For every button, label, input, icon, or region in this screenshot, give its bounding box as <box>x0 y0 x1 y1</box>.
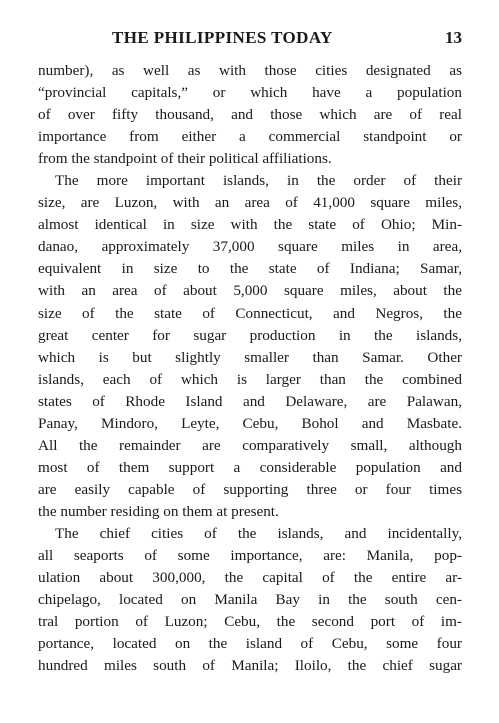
text-line: size of the state of Connecticut, and Negros, the <box>38 304 462 322</box>
text-line: which is but slightly smaller than Samar. Other <box>38 348 462 366</box>
text-line: importance from either a commercial standpoint or <box>38 128 462 146</box>
text-line: all seaports of some importance, are: Manila, pop- <box>38 547 462 565</box>
page-header <box>38 28 462 52</box>
paragraph-islands <box>38 170 462 523</box>
text-line: islands, each of which is larger than the combined <box>38 370 462 388</box>
text-line: great center for sugar production in the islands, <box>38 326 462 344</box>
text-line: Panay, Mindoro, Leyte, Cebu, Bohol and Masbate. <box>38 414 462 432</box>
text-line: almost identical in size with the state of Ohio; Min- <box>38 216 462 234</box>
text-line: from the standpoint of their political affiliations. <box>38 150 332 168</box>
text-line: hundred miles south of Manila; Iloilo, the chief sugar <box>38 657 462 675</box>
text-line: number), as well as with those cities designated as <box>38 62 462 79</box>
text-line: The more important islands, in the order of their <box>55 172 462 190</box>
text-line: portance, located on the island of Cebu, some four <box>38 635 462 653</box>
paragraph-continuation <box>38 60 462 170</box>
page-number: 13 <box>445 28 462 47</box>
text-line: equivalent in size to the state of Indiana; Samar, <box>38 260 462 278</box>
text-line: “provincial capitals,” or which have a population <box>38 84 462 102</box>
paragraph-cities <box>38 523 462 677</box>
text-line: the number residing on them at present. <box>38 502 279 520</box>
text-line: danao, approximately 37,000 square miles in area, <box>38 238 462 256</box>
running-title: THE PHILIPPINES TODAY <box>112 28 333 47</box>
text-line: of over fifty thousand, and those which are of real <box>38 106 462 124</box>
body-text <box>38 60 462 677</box>
text-line: most of them support a considerable population and <box>38 458 462 476</box>
text-line: with an area of about 5,000 square miles, about the <box>38 282 462 300</box>
text-line: tral portion of Luzon; Cebu, the second port of im- <box>38 613 462 631</box>
text-line: are easily capable of supporting three or four times <box>38 480 462 498</box>
text-line: size, are Luzon, with an area of 41,000 square miles, <box>38 194 462 212</box>
text-line: chipelago, located on Manila Bay in the south cen- <box>38 591 462 609</box>
text-line: The chief cities of the islands, and incidentally, <box>55 524 462 542</box>
text-line: ulation about 300,000, the capital of the entire ar- <box>38 569 462 587</box>
text-line: states of Rhode Island and Delaware, are Palawan, <box>38 392 462 410</box>
text-line: All the remainder are comparatively small, although <box>38 436 462 454</box>
